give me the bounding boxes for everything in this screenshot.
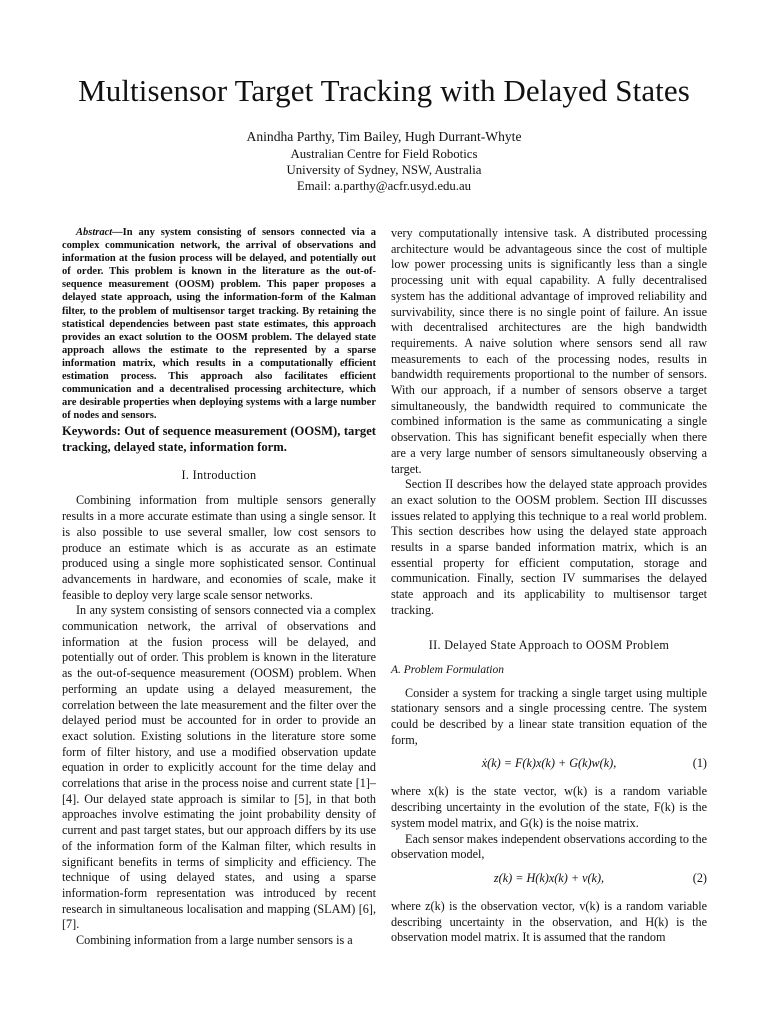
paper-title: Multisensor Target Tracking with Delayed States [78,73,690,108]
problem-paragraph-2: where x(k) is the state vector, w(k) is a random variable describing uncertainty in the evolution of the state, F(k) is the system model matrix, and G(k) is the noise matrix. [391,784,707,830]
affiliation-university: University of Sydney, NSW, Australia [286,163,482,177]
abstract-text: —In any system consisting of sensors connected via a complex communication network, the arrival of observations and information at the fusion process will be delayed, and potentially out of order. This problem is known in the literature as the out-of-sequence measurement (OOSM) problem. This paper proposes a delayed state approach, using the information-form of the Kalman filter, to the problem of multisensor target tracking. By retaining the statistical dependencies between past state estimates, this approach provides an exact solution to the OOSM problem. The delayed state approach allows the estimate to the represented by a sparse information matrix, which results in a computationally efficient estimation process. This approach also facilitates efficient communication and a decentralised processing architecture, which are desirable properties when deploying systems with a large number of nodes and sensors. [62,227,376,422]
keywords: Keywords: Out of sequence measurement (OOSM), target tracking, delayed state, information form. [62,424,376,454]
problem-paragraph-3: Each sensor makes independent observations according to the observation model, [391,831,707,862]
intro-paragraph-3-continued: very computationally intensive task. A distributed processing architecture would be advantageous since the cost of multiple low power processing units is significantly less than a single processing unit with equal capability. A fully decentralised system has the additional advantage of improved reliability and survivability, since there is no single point of failure. An issue with decentralised architectures are the high bandwidth requirements. A naive solution where sensors send all raw measurements to each of the processing nodes, results in bandwidth requirements proportional to the number of sensors. With our approach, if a number of sensors observe a target simultaneously, the bandwidth required to communicate the combined information is the same as communicating a single observation. This has significant benefit especially when there are a very large number of sensors simultaneously observing a target. [391,226,707,476]
section-heading-introduction: I. Introduction [181,468,257,483]
intro-paragraph-4: Section II describes how the delayed state approach provides an exact solution to the OOSM problem. Section III discusses issues related to applying this technique to a real world problem. This section describes how using the delayed state approach results in a sparse banded information matrix, which is an essential property for efficient computation, storage and communication. Finally, section IV summarises the delayed state approach and its applicability to multisensor target tracking. [391,477,707,617]
right-column [391,226,707,946]
equation-2-expression: z(k) = H(k)x(k) + v(k), [493,870,605,885]
equation-1 [391,752,707,778]
author-list: Anindha Parthy, Tim Bailey, Hugh Durrant-Whyte [246,129,522,144]
section-heading-delayed-state: II. Delayed State Approach to OOSM Problem [428,637,670,652]
left-column [62,226,376,949]
equation-2-number: (2) [692,870,707,885]
problem-paragraph-4: where z(k) is the observation vector, v(k) is a random variable describing uncertainty in the observation, and H(k) is the observation model matrix. It is assumed that the random [391,898,707,945]
subsection-heading-problem-formulation: A. Problem Formulation [391,663,504,676]
affiliation-institute: Australian Centre for Field Robotics [290,147,478,161]
author-email: Email: a.parthy@acfr.usyd.edu.au [296,179,472,193]
intro-paragraph-3: Combining information from a large number sensors is a [76,933,353,948]
abstract [62,226,376,422]
intro-paragraph-1: Combining information from multiple sensors generally results in a more accurate estimate than using a single sensor. It is also possible to use several smaller, low cost sensors to produce an estimate which is as accurate as an estimate produced using a single more sophisticated sensor. Continual advancements in hardware, and economies of scale, make it feasible to deploy very large scale sensor networks. [62,493,376,602]
problem-paragraph-1: Consider a system for tracking a single target using multiple stationary sensors and a single processing centre. The system could be described by a linear state transition equation of the form, [391,685,707,747]
equation-1-number: (1) [692,756,707,771]
abstract-label: Abstract [76,227,113,238]
equation-2 [391,867,707,893]
intro-paragraph-2: In any system consisting of sensors connected via a complex communication network, the arrival of observations and information at the fusion process will be delayed, and potentially out of order. This problem is known in the literature as the out-of-sequence measurement (OOSM) problem. When performing an update using a delayed measurement, the correlation between the late measurement and the filter over the delayed period must be accounted for in order to provide an exact solution. Existing solutions in the literature store some form of filter history, and use a modified observation update equation in order to explicitly account for the time delay and correlations that arise in the process noise and current state [1]–[4]. Our delayed state approach is similar to [5], in that both approaches involve estimating the joint probability density of current and past target states, but our approach differs by its use of the information form of the Kalman filter, which results in significant benefits in terms of simplicity and efficiency. The technique of using delayed states, and using a sparse information-form representation was introduced by recent research in simultaneous localisation and mapping (SLAM) [6], [7]. [62,603,376,932]
equation-1-expression: ẋ(k) = F(k)x(k) + G(k)w(k), [481,756,617,771]
